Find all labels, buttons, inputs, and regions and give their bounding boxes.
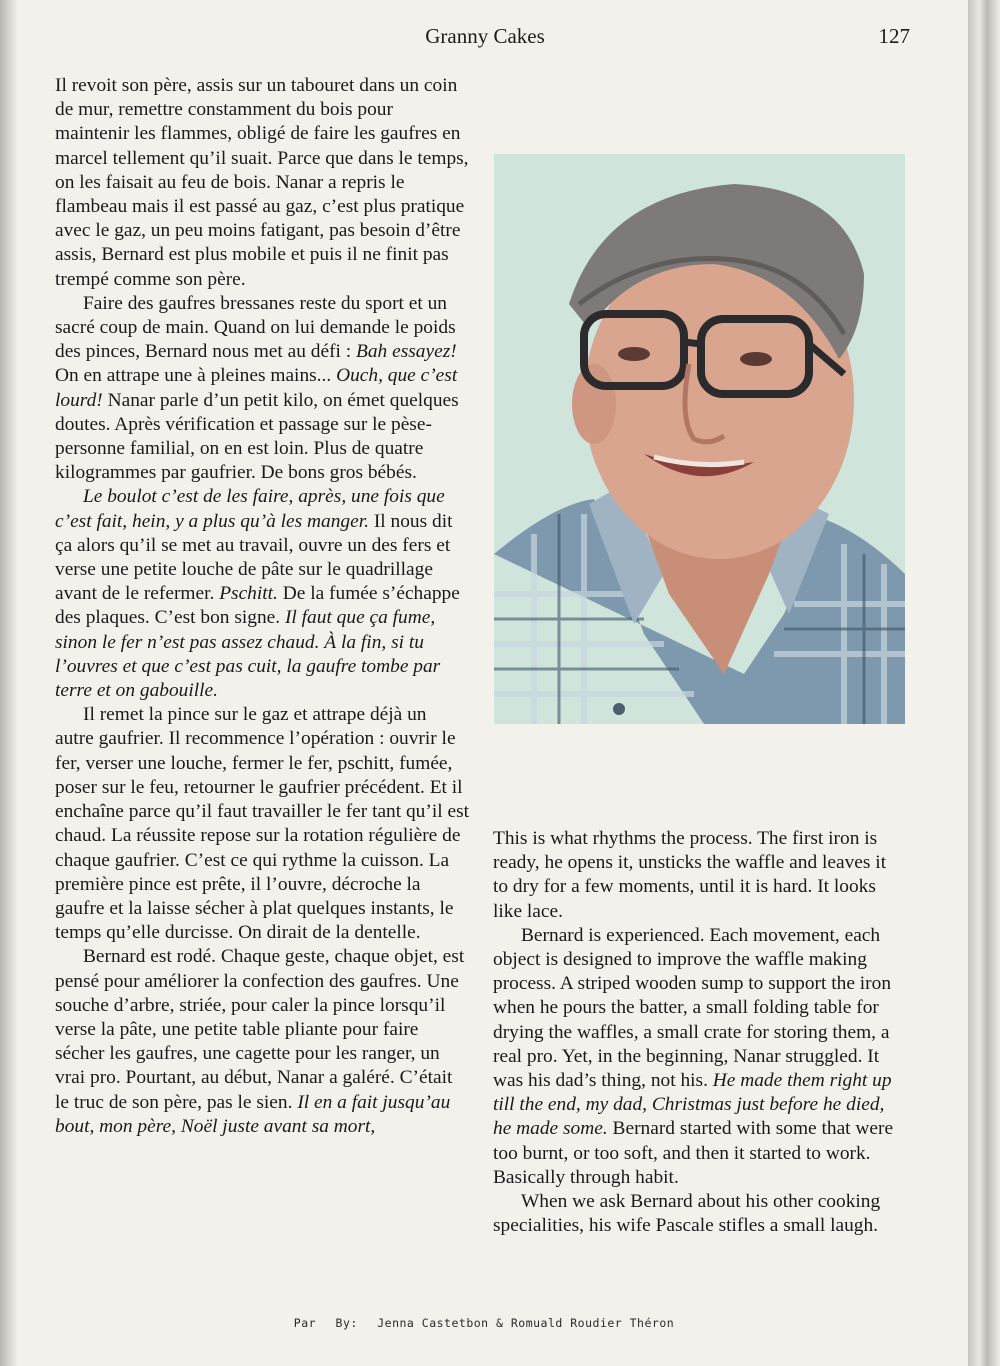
paragraph: This is what rhythms the process. The first iron is ready, he opens it, unsticks the waffle and leaves it to dry for a few moments, until it is hard. It looks like lace. <box>493 828 887 922</box>
byline-authors: Jenna Castetbon & Romuald Roudier Théron <box>377 1316 675 1330</box>
byline-by: By: <box>335 1316 358 1330</box>
right-text-column <box>493 827 905 1238</box>
next-page-edge <box>968 0 1000 1366</box>
paragraph: When we ask Bernard about his other cooking specialities, his wife Pascale stifles a small laugh. <box>493 1191 881 1237</box>
paragraph: Le boulot c’est de les faire, après, une fois que c’est fait, hein, y a plus qu’à les manger. Il nous dit ça alors qu’il se met au travail, ouvre un des fers et verse une petite louche de pâte sur le quadrillage avant de le refermer. Pschitt. De la fumée s’échappe des plaques. C’est bon signe. Il faut que ça fume, sinon le fer n’est pas assez chaud. À la fin, si tu l’ouvres et que c’est pas cuit, la gaufre tombe par terre et on gabouille. <box>55 486 460 702</box>
paragraph: Il revoit son père, assis sur un tabouret dans un coin de mur, remettre constamment du bois pour maintenir les flammes, obligé de faire les gaufres en marcel tellement qu’il suait. Parce que dans le temps, on les faisait au feu de bois. Nanar a repris le flambeau mais il est passé au gaz, c’est plus pratique avec le gaz, un peu moins fatigant, pas besoin d’être assis, Bernard est plus mobile et puis il ne finit pas trempé comme son père. <box>55 75 469 290</box>
binding-shadow <box>0 0 18 1366</box>
left-text-column <box>55 74 469 1139</box>
paragraph: Bernard is experienced. Each movement, each object is designed to improve the waffle making process. A striped wooden sump to support the iron when he pours the batter, a small folding table for drying the waffles, a small crate for storing them, a real pro. Yet, in the beginning, Nanar struggled. It was his dad’s thing, not his. He made them right up till the end, my dad, Christmas just before he died, he made some. Bernard started with some that were too burnt, or too soft, and then it started to work. Basically through habit. <box>493 924 894 1188</box>
paragraph: Faire des gaufres bressanes reste du sport et un sacré coup de main. Quand on lui demande le poids des pinces, Bernard nous met au défi : Bah essayez! On en attrape une à pleines mains... Ouch, que c’est lourd! Nanar parle d’un petit kilo, on émet quelques doutes. Après vérification et passage sur le pèse-personne familial, on en est loin. Plus de quatre kilogrammes par gaufrier. De bons gros bébés. <box>55 292 459 484</box>
running-title: Granny Cakes <box>425 24 545 48</box>
byline-par: Par <box>293 1316 317 1330</box>
page-number: 127 <box>878 24 910 48</box>
paragraph: Il remet la pince sur le gaz et attrape déjà un autre gaufrier. Il recommence l’opération : ouvrir le fer, verser une louche, fermer le fer, pschitt, fumée, poser sur le feu, retourner le gaufrier précédent. Et il enchaîne parce qu’il faut travailler le fer tant qu’il est chaud. La réussite repose sur la rotation régulière de chaque gaufrier. C’est ce qui rythme la cuisson. La première pince est prête, il l’ouvre, décroche la gaufre et la laisse sécher à plat quelques instants, le temps qu’elle durcisse. On dirait de la dentelle. <box>55 704 470 944</box>
paragraph: Bernard est rodé. Chaque geste, chaque objet, est pensé pour améliorer la confection des gaufres. Une souche d’arbre, striée, pour caler la pince lorsqu’il verse la pâte, une petite table pliante pour faire sécher les gaufres, une cagette pour les ranger, un vrai pro. Pourtant, au début, Nanar a galéré. C’était le truc de son père, pas le sien. Il en a fait jusqu’au bout, mon père, Noël juste avant sa mort, <box>55 946 465 1137</box>
portrait-illustration <box>494 154 905 724</box>
author-byline <box>0 1316 968 1330</box>
portrait-photo <box>494 154 905 724</box>
